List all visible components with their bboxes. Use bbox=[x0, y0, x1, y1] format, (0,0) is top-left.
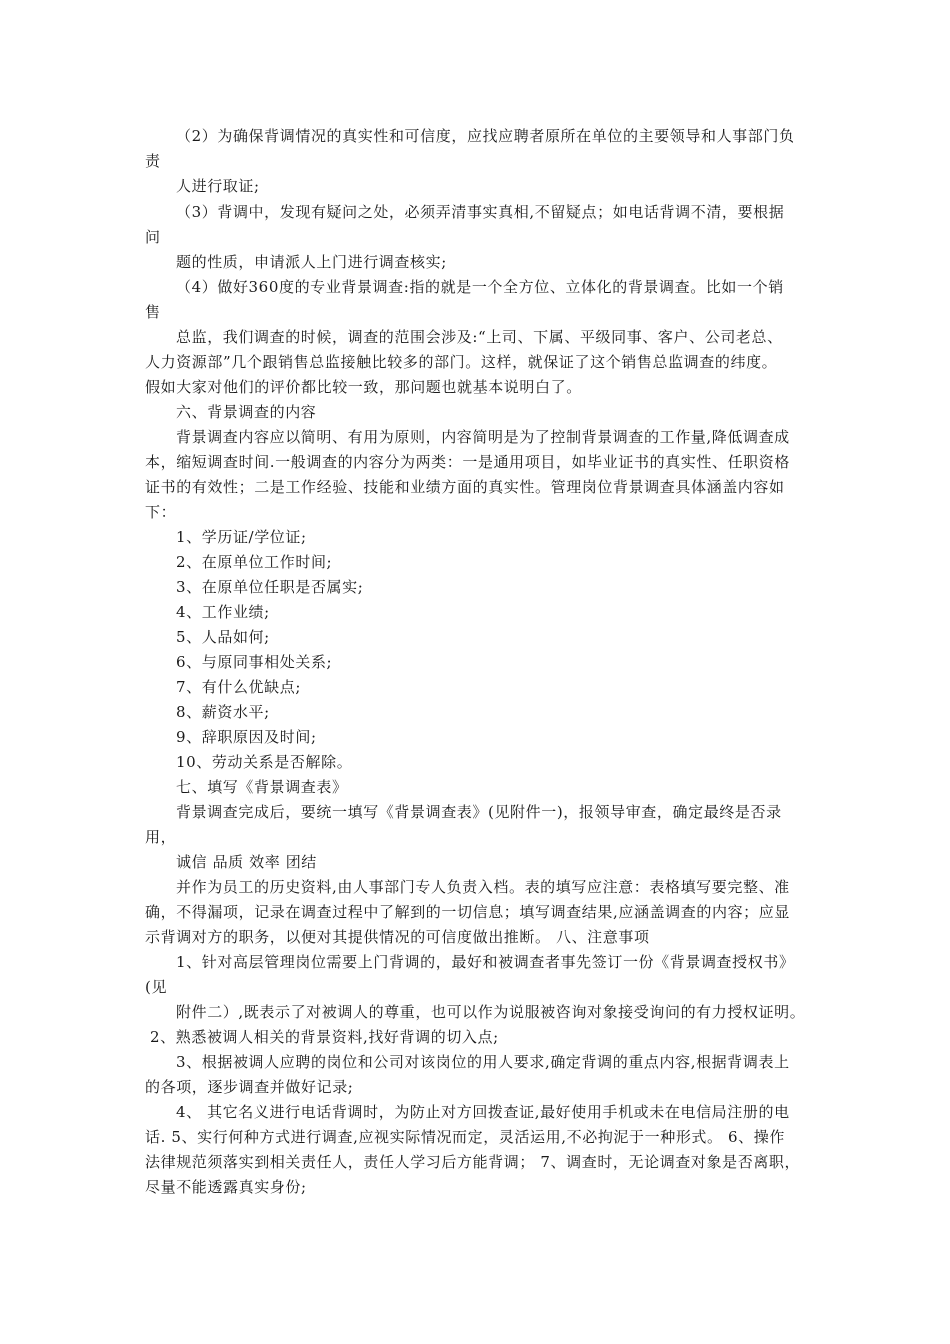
paragraph-line: 示背调对方的职务，以便对其提供情况的可信度做出推断。 八、注意事项 bbox=[145, 928, 650, 946]
paragraph-line: 2、熟悉被调人相关的背景资料,找好背调的切入点; bbox=[150, 1028, 499, 1046]
list-item: 3、在原单位任职是否属实; bbox=[176, 578, 364, 596]
paragraph-line: 并作为员工的历史资料,由人事部门专人负责入档。表的填写应注意：表格填写要完整、准 bbox=[176, 878, 790, 896]
paragraph-line: 假如大家对他们的评价都比较一致，那问题也就基本说明白了。 bbox=[145, 378, 582, 396]
list-item: 6、与原同事相处关系; bbox=[176, 653, 333, 671]
list-item: 4、工作业绩; bbox=[176, 603, 270, 621]
paragraph-line: 的各项，逐步调查并做好记录; bbox=[145, 1078, 354, 1096]
paragraph-line: 4、 其它名义进行电话背调时，为防止对方回拨查证,最好使用手机或未在电信局注册的电 bbox=[176, 1103, 790, 1121]
list-item: 10、劳动关系是否解除。 bbox=[176, 753, 353, 771]
paragraph-line: 问 bbox=[145, 228, 161, 246]
paragraph-line: 证书的有效性；二是工作经验、技能和业绩方面的真实性。管理岗位背景调查具体涵盖内容如 bbox=[145, 478, 785, 496]
paragraph-line: 附件二）,既表示了对被调人的尊重，也可以作为说服被咨询对象接受询问的有力授权证明。 bbox=[176, 1003, 806, 1021]
paragraph-line: 尽量不能透露真实身份; bbox=[145, 1178, 307, 1196]
section-heading: 七、填写《背景调查表》 bbox=[176, 778, 348, 796]
list-item: 7、有什么优缺点; bbox=[176, 678, 301, 696]
paragraph-line: 用， bbox=[145, 828, 177, 846]
paragraph-line: 3、根据被调人应聘的岗位和公司对该岗位的用人要求,确定背调的重点内容,根据背调表上 bbox=[176, 1053, 790, 1071]
paragraph-line: 1、针对高层管理岗位需要上门背调的，最好和被调查者事先签订一份《背景调查授权书》 bbox=[176, 953, 795, 971]
section-heading: 六、背景调查的内容 bbox=[176, 403, 317, 421]
paragraph-line: (见 bbox=[145, 978, 168, 996]
paragraph-line: 下： bbox=[145, 503, 177, 521]
paragraph-line: （3）背调中，发现有疑问之处，必须弄清事实真相,不留疑点；如电话背调不清，要根据 bbox=[176, 203, 785, 221]
list-item: 8、薪资水平; bbox=[176, 703, 270, 721]
list-item: 5、人品如何; bbox=[176, 628, 270, 646]
paragraph-line: 本，缩短调查时间.一般调查的内容分为两类：一是通用项目，如毕业证书的真实性、任职资格 bbox=[145, 453, 790, 471]
paragraph-line: 话. 5、实行何种方式进行调查,应视实际情况而定，灵活运用,不必拘泥于一种形式。 6、操作 bbox=[145, 1128, 785, 1146]
paragraph-line: （2）为确保背调情况的真实性和可信度，应找应聘者原所在单位的主要领导和人事部门负 bbox=[176, 127, 795, 145]
paragraph-line: 人力资源部”几个跟销售总监接触比较多的部门。这样，就保证了这个销售总监调查的纬度。 bbox=[145, 353, 778, 371]
paragraph-line: 背景调查内容应以简明、有用为原则，内容简明是为了控制背景调查的工作量,降低调查成 bbox=[176, 428, 790, 446]
paragraph-line: 售 bbox=[145, 303, 161, 321]
paragraph-line: （4）做好360度的专业背景调查:指的就是一个全方位、立体化的背景调查。比如一个销 bbox=[176, 278, 784, 296]
list-item: 9、辞职原因及时间; bbox=[176, 728, 317, 746]
paragraph-line: 确，不得漏项，记录在调查过程中了解到的一切信息；填写调查结果,应涵盖调查的内容；应显 bbox=[145, 903, 790, 921]
motto-line: 诚信 品质 效率 团结 bbox=[176, 853, 317, 871]
paragraph-line: 人进行取证; bbox=[176, 177, 260, 195]
paragraph-line: 总监，我们调查的时候，调查的范围会涉及:“上司、下属、平级同事、客户、公司老总、 bbox=[176, 328, 783, 346]
paragraph-line: 题的性质，申请派人上门进行调查核实; bbox=[176, 253, 447, 271]
list-item: 1、学历证/学位证; bbox=[176, 528, 307, 546]
paragraph-line: 责 bbox=[145, 152, 161, 170]
paragraph-line: 背景调查完成后，要统一填写《背景调查表》(见附件一)，报领导审查，确定最终是否录 bbox=[176, 803, 782, 821]
list-item: 2、在原单位工作时间; bbox=[176, 553, 333, 571]
paragraph-line: 法律规范须落实到相关责任人，责任人学习后方能背调； 7、调查时，无论调查对象是否离职， bbox=[145, 1153, 801, 1171]
